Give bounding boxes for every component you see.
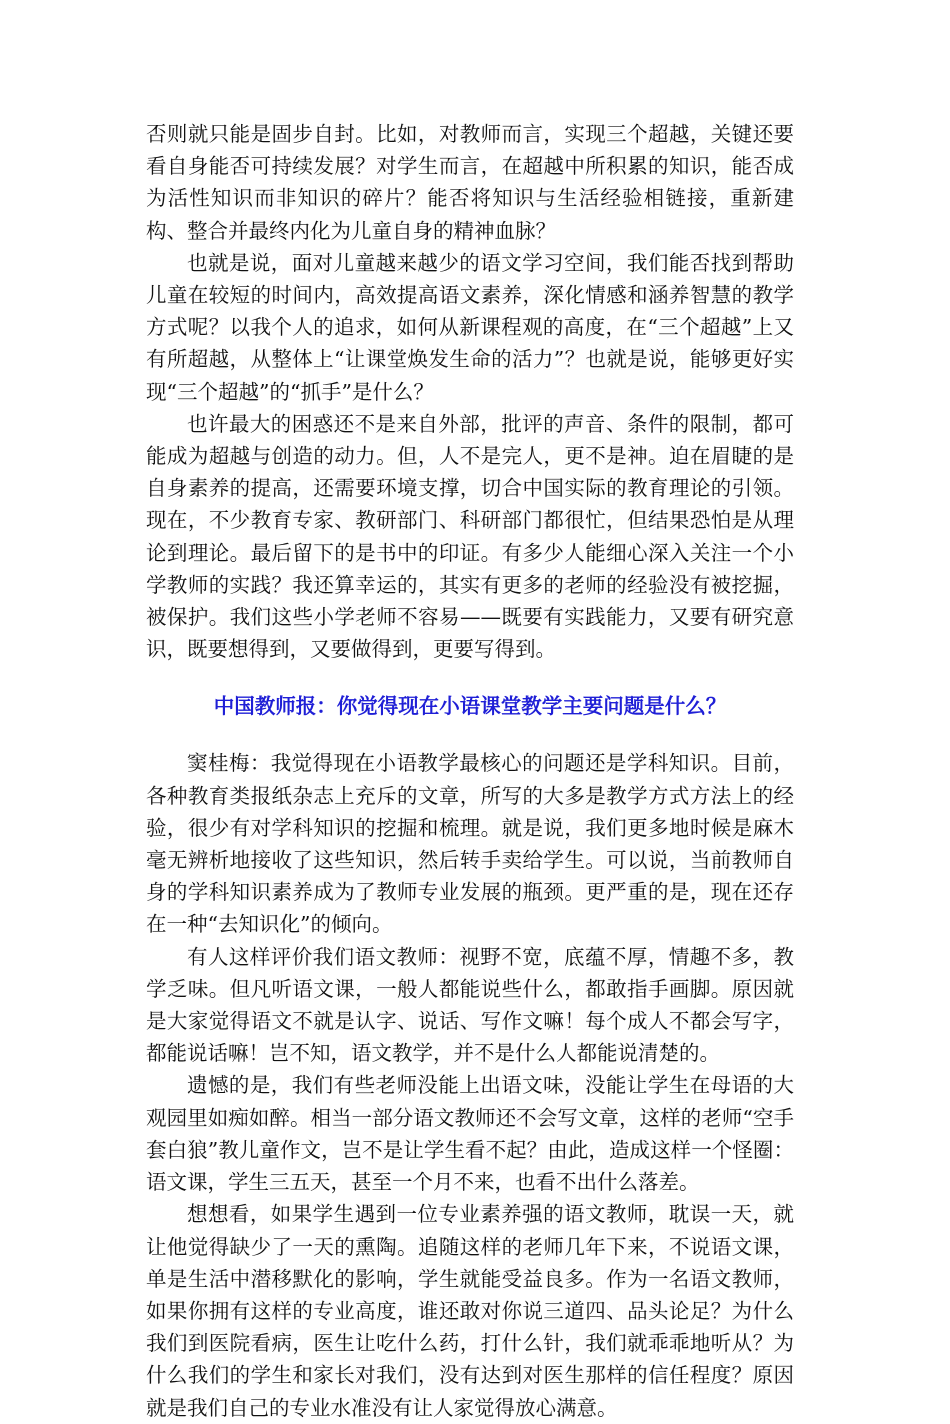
section-heading: 中国教师报：你觉得现在小语课堂教学主要问题是什么？: [213, 694, 727, 719]
paragraph-continuation: 否则就只能是固步自封。比如，对教师而言，实现三个超越，关键还要看自身能否可持续发展？对学生而言，在超越中所积累的知识，能否成为活性知识而非知识的碎片？能否将知识与生活经验相链接，重新建构、整合并最终内化为儿童自身的精神血脉？: [146, 122, 794, 243]
paragraph: 遗憾的是，我们有些老师没能上出语文味，没能让学生在母语的大观园里如痴如醉。相当一部分语文教师还不会写文章，这样的老师“空手套白狼”教儿童作文，岂不是让学生看不起？由此，造成这样一个怪圈：语文课，学生三五天，甚至一个月不来，也看不出什么落差。: [146, 1073, 794, 1195]
paragraph: 想想看，如果学生遇到一位专业素养强的语文教师，耽误一天，就让他觉得缺少了一天的熏陶。追随这样的老师几年下来，不说语文课，单是生活中潜移默化的影响，学生就能受益良多。作为一名语文教师，如果你拥有这样的专业高度，谁还敢对你说三道四、品头论足？为什么我们到医院看病，医生让吃什么药，打什么针，我们就乖乖地听从？为什么我们的学生和家长对我们，没有达到对医生那样的信任程度？原因就是我们自己的专业水准没有让人家觉得放心满意。: [146, 1202, 794, 1420]
paragraph: 也就是说，面对儿童越来越少的语文学习空间，我们能否找到帮助儿童在较短的时间内，高效提高语文素养，深化情感和涵养智慧的教学方式呢？以我个人的追求，如何从新课程观的高度，在“三个超越”上又有所超越，从整体上“让课堂焕发生命的活力”？也就是说，能够更好实现“三个超越”的“抓手”是什么？: [146, 250, 794, 404]
document-page: [146, 118, 794, 1424]
paragraph: 也许最大的困惑还不是来自外部，批评的声音、条件的限制，都可能成为超越与创造的动力。但，人不是完人，更不是神。迫在眉睫的是自身素养的提高，还需要环境支撑，切合中国实际的教育理论的引领。现在，不少教育专家、教研部门、科研部门都很忙，但结果恐怕是从理论到理论。最后留下的是书中的印证。有多少人能细心深入关注一个小学教师的实践？我还算幸运的，其实有更多的老师的经验没有被挖掘，被保护。我们这些小学老师不容易——既要有实践能力，又要有研究意识，既要想得到，又要做得到，更要写得到。: [146, 411, 794, 662]
paragraph: 有人这样评价我们语文教师：视野不宽，底蕴不厚，情趣不多，教学乏味。但凡听语文课，一般人都能说些什么，都敢指手画脚。原因就是大家觉得语文不就是认字、说话、写作文嘛！每个成人不都会写字，都能说话嘛！岂不知，语文教学，并不是什么人都能说清楚的。: [146, 944, 794, 1066]
paragraph: 窦桂梅：我觉得现在小语教学最核心的问题还是学科知识。目前，各种教育类报纸杂志上充斥的文章，所写的大多是教学方式方法上的经验，很少有对学科知识的挖掘和梳理。就是说，我们更多地时候是麻木毫无辨析地接收了这些知识，然后转手卖给学生。可以说，当前教师自身的学科知识素养成为了教师专业发展的瓶颈。更严重的是，现在还存在一种“去知识化”的倾向。: [146, 751, 794, 937]
